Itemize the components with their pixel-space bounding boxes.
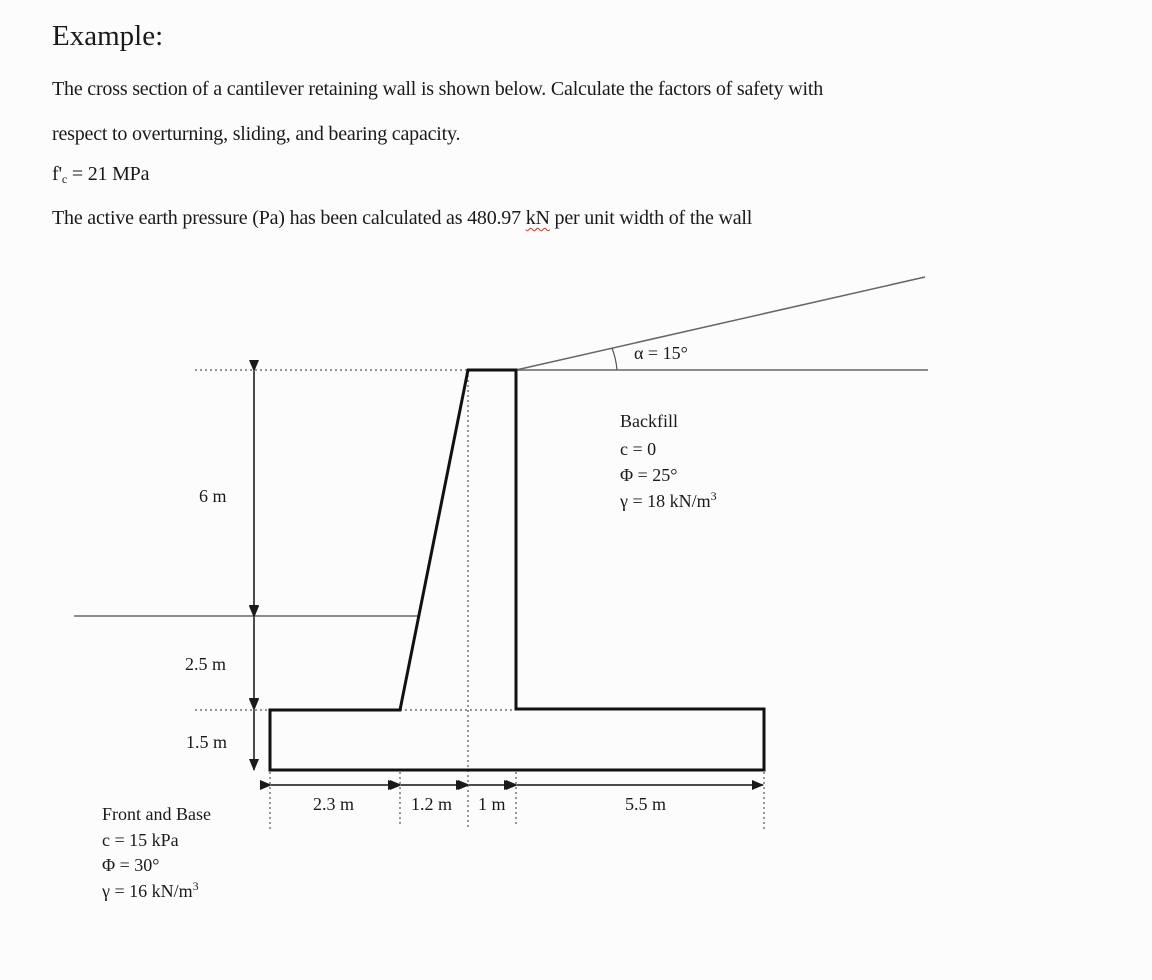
problem-line-2: respect to overturning, sliding, and bearing capacity.	[52, 123, 461, 145]
toe-width-label: 2.3 m	[313, 794, 355, 814]
fc-value: = 21 MPa	[67, 163, 150, 185]
backfill-properties	[619, 411, 717, 511]
front-unit-weight	[101, 879, 199, 901]
fc-symbol: f'	[52, 163, 62, 185]
retaining-wall-outline	[270, 370, 764, 770]
backfill-unit-weight	[619, 489, 717, 511]
backfill-gamma-exponent: 3	[710, 489, 717, 503]
backfill-title: Backfill	[620, 411, 678, 431]
front-cohesion: c = 15 kPa	[102, 830, 179, 850]
pa-unit: kN	[525, 207, 550, 229]
dotted-reference-lines	[195, 370, 764, 830]
problem-line-1: The cross section of a cantilever retaining wall is shown below. Calculate the factors of safety with	[52, 78, 824, 100]
heel-width-label: 5.5 m	[625, 794, 667, 814]
front-friction-angle: Φ = 30°	[102, 855, 160, 875]
height-2-5m-label: 2.5 m	[185, 654, 227, 674]
front-base-properties	[101, 804, 211, 901]
backfill-slope-line	[516, 277, 925, 370]
backfill-cohesion: c = 0	[620, 439, 657, 459]
front-title: Front and Base	[102, 804, 211, 824]
stem-width-label: 1 m	[478, 794, 506, 814]
slope-angle-arc	[612, 348, 617, 370]
backfill-friction-angle: Φ = 25°	[620, 465, 678, 485]
pa-text-before: The active earth pressure (Pa) has been calculated as 480.97	[52, 207, 526, 229]
batter-width-label: 1.2 m	[411, 794, 453, 814]
fc-subscript: c	[61, 172, 68, 186]
backfill-gamma-text: γ = 18 kN/m	[620, 491, 711, 511]
pa-text-after: per unit width of the wall	[549, 207, 753, 229]
height-6m-label: 6 m	[199, 486, 227, 506]
example-heading: Example:	[52, 20, 164, 52]
slope-angle-label: α = 15°	[634, 343, 688, 363]
height-1-5m-label: 1.5 m	[186, 732, 228, 752]
front-gamma-exponent: 3	[192, 879, 199, 893]
front-gamma-text: γ = 16 kN/m	[102, 881, 193, 901]
